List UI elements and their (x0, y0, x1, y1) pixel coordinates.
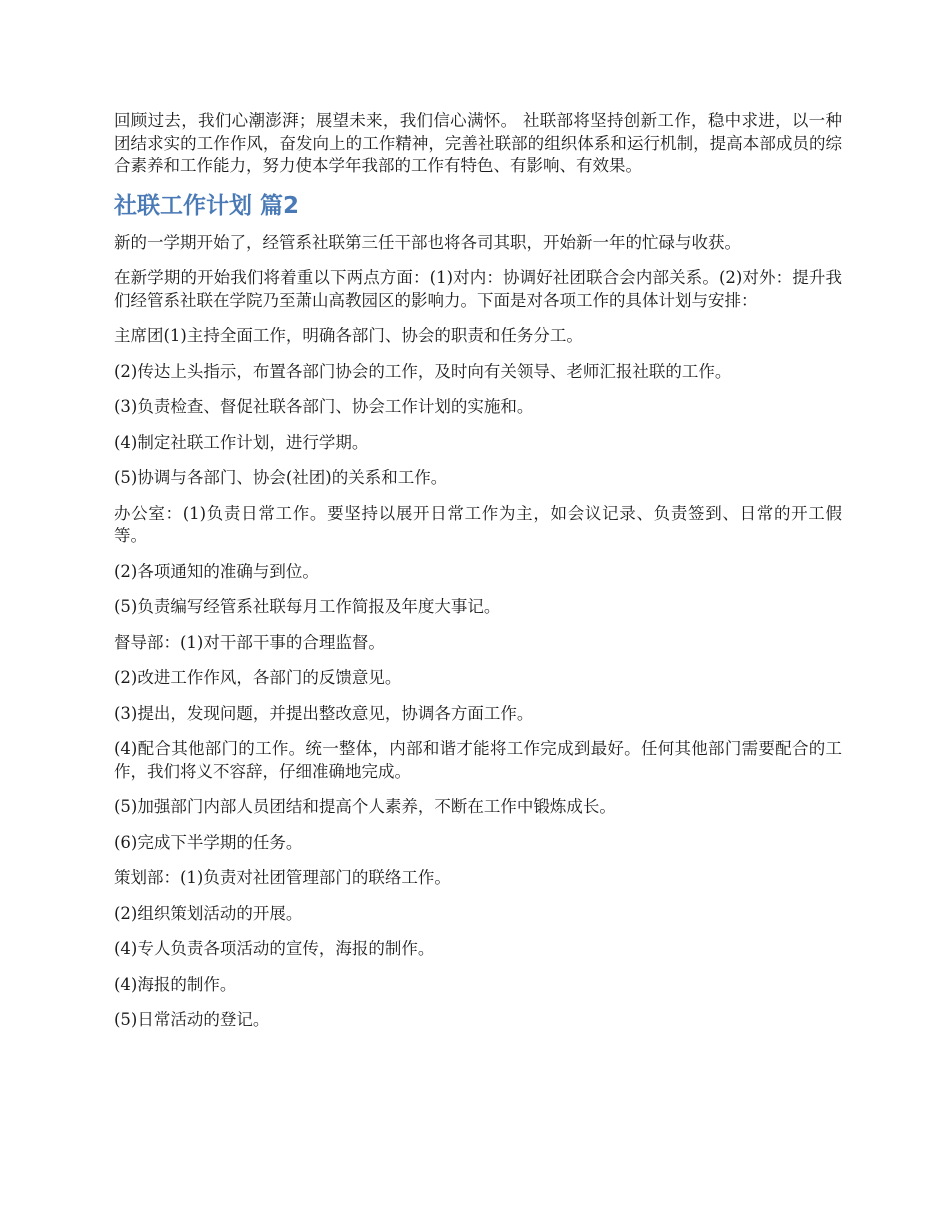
paragraph-9: (2)各项通知的准确与到位。 (114, 561, 319, 581)
paragraph-1: 新的一学期开始了，经管系社联第三任干部也将各司其职，开始新一年的忙碌与收获。 (114, 232, 741, 252)
paragraph-11: 督导部：(1)对干部干事的合理监督。 (114, 632, 385, 652)
paragraph-12: (2)改进工作作风，各部门的反馈意见。 (114, 668, 402, 687)
paragraph-19: (4)专人负责各项活动的宣传，海报的制作。 (114, 939, 435, 958)
paragraph-6: (4)制定社联工作计划，进行学期。 (114, 432, 369, 452)
paragraph-7: (5)协调与各部门、协会(社团)的关系和工作。 (114, 468, 448, 487)
paragraph-14: (4)配合其他部门的工作。统一整体，内部和谐才能将工作完成到最好。任何其他部门需要配合的工作，我们将义不容辞，仔细准确地完成。 (114, 739, 842, 781)
paragraph-20: (4)海报的制作。 (114, 974, 237, 994)
paragraph-13: (3)提出，发现问题，并提出整改意见，协调各方面工作。 (114, 703, 534, 723)
paragraph-18: (2)组织策划活动的开展。 (114, 903, 303, 923)
section-heading: 社联工作计划 篇2 (114, 192, 300, 219)
paragraph-2: 在新学期的开始我们将着重以下两点方面：(1)对内：协调好社团联合会内部关系。(2)对外：提升我们经管系社联在学院乃至萧山高教园区的影响力。下面是对各项工作的具体计划与安排： (114, 268, 842, 310)
paragraph-21: (5)日常活动的登记。 (114, 1010, 270, 1029)
paragraph-16: (6)完成下半学期的任务。 (114, 832, 303, 852)
paragraph-10: (5)负责编写经管系社联每月工作简报及年度大事记。 (114, 597, 501, 616)
intro-paragraph: 回顾过去，我们心潮澎湃；展望未来，我们信心满怀。 社联部将坚持创新工作，稳中求进，以一种团结求实的工作作风，奋发向上的工作精神，完善社联部的组织体系和运行机制，提高本部成员的综合素养和工作能力，努力使本学年我部的工作有特色、有影响、有效果。 (114, 111, 842, 175)
paragraph-17: 策划部：(1)负责对社团管理部门的联络工作。 (114, 868, 451, 887)
paragraph-3: 主席团(1)主持全面工作，明确各部门、协会的职责和任务分工。 (114, 326, 583, 345)
paragraph-8: 办公室：(1)负责日常工作。要坚持以展开日常工作为主，如会议记录、负责签到、日常的开工假等。 (114, 503, 842, 545)
paragraph-5: (3)负责检查、督促社联各部门、协会工作计划的实施和。 (114, 397, 534, 416)
paragraph-15: (5)加强部门内部人员团结和提高个人素养，不断在工作中锻炼成长。 (114, 797, 616, 816)
document-page (114, 110, 842, 1045)
paragraph-4: (2)传达上头指示，布置各部门协会的工作，及时向有关领导、老师汇报社联的工作。 (114, 361, 732, 381)
